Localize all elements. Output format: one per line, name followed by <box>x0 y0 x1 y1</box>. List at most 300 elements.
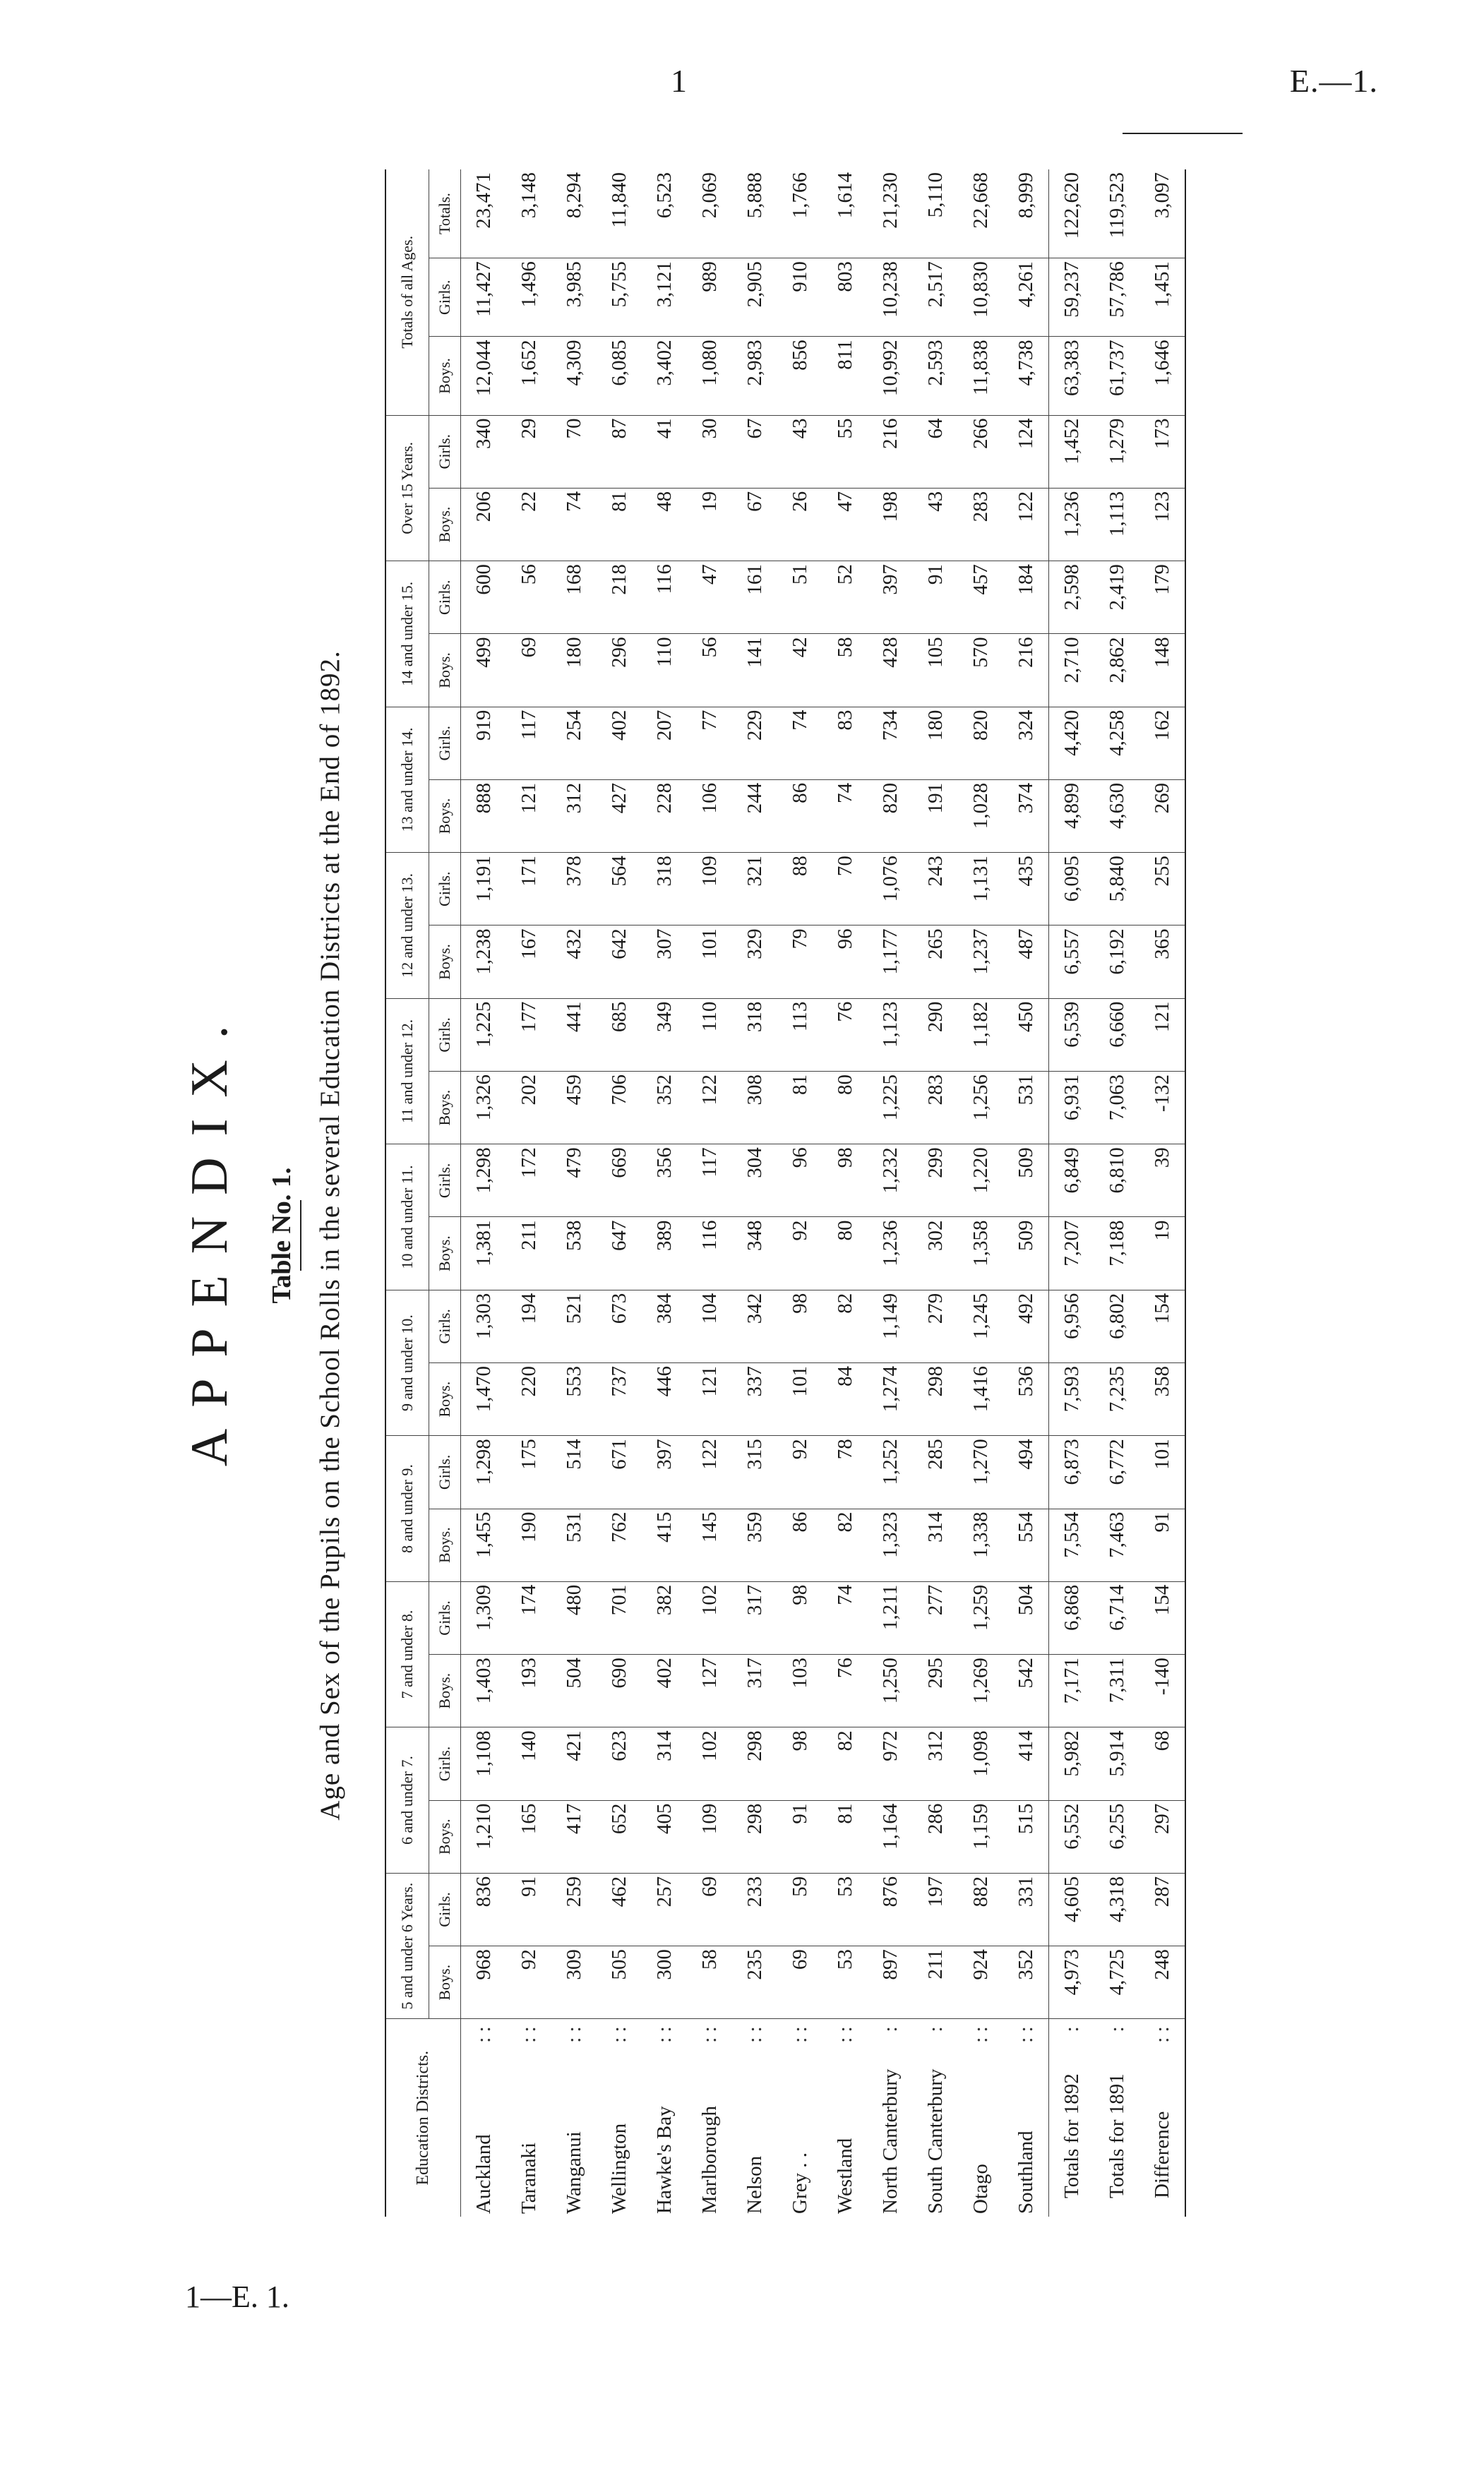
value-cell: 876 <box>868 1873 913 1946</box>
value-cell: 211 <box>913 1946 958 2019</box>
value-cell: 421 <box>551 1727 597 1800</box>
girls-subheader: Girls. <box>429 415 461 488</box>
value-cell: 414 <box>1003 1727 1049 1800</box>
value-cell: 255 <box>1139 853 1185 926</box>
value-cell: 58 <box>822 634 868 707</box>
age-group-header: 12 and under 13. <box>385 853 429 999</box>
value-cell: 1,123 <box>868 998 913 1071</box>
value-cell: 3,121 <box>642 258 687 337</box>
value-cell: 1,098 <box>958 1727 1003 1800</box>
value-cell: 2,598 <box>1049 561 1095 634</box>
value-cell: 6,552 <box>1049 1800 1095 1873</box>
district-row <box>868 169 913 2217</box>
value-cell: 968 <box>461 1946 507 2019</box>
value-cell: 116 <box>687 1217 732 1290</box>
value-cell: 285 <box>913 1436 958 1509</box>
value-cell: 98 <box>777 1581 822 1654</box>
value-cell: 21,230 <box>868 169 913 258</box>
value-cell: 58 <box>687 1946 732 2019</box>
value-cell: 53 <box>822 1873 868 1946</box>
district-name-cell <box>913 2019 958 2217</box>
value-cell: 43 <box>913 488 958 561</box>
value-cell: 202 <box>506 1071 551 1144</box>
value-cell: 1,220 <box>958 1144 1003 1217</box>
value-cell: 191 <box>913 779 958 852</box>
value-cell: 5,982 <box>1049 1727 1095 1800</box>
value-cell: 1,236 <box>1049 488 1095 561</box>
leader-dots: : : <box>1150 2026 1173 2043</box>
value-cell: 77 <box>687 707 732 779</box>
value-cell: 435 <box>1003 853 1049 926</box>
value-cell: 1,236 <box>868 1217 913 1290</box>
value-cell: 98 <box>777 1727 822 1800</box>
value-cell: 352 <box>642 1071 687 1144</box>
boys-subheader: Boys. <box>429 1217 461 1290</box>
value-cell: 737 <box>597 1363 642 1436</box>
value-cell: 1,298 <box>461 1436 507 1509</box>
value-cell: 314 <box>913 1509 958 1581</box>
value-cell: 505 <box>597 1946 642 2019</box>
value-cell: 459 <box>551 1071 597 1144</box>
value-cell: 74 <box>777 707 822 779</box>
value-cell: -132 <box>1139 1071 1185 1144</box>
value-cell: 26 <box>777 488 822 561</box>
value-cell: 312 <box>551 779 597 852</box>
value-cell: 172 <box>506 1144 551 1217</box>
value-cell: 1,381 <box>461 1217 507 1290</box>
value-cell: 122 <box>1003 488 1049 561</box>
value-cell: 179 <box>1139 561 1185 634</box>
value-cell: 2,862 <box>1094 634 1139 707</box>
value-cell: 63,383 <box>1049 337 1095 415</box>
value-cell: 96 <box>777 1144 822 1217</box>
value-cell: 1,149 <box>868 1290 913 1362</box>
value-cell: 148 <box>1139 634 1185 707</box>
value-cell: 3,402 <box>642 337 687 415</box>
value-cell: 3,148 <box>506 169 551 258</box>
value-cell: 4,738 <box>1003 337 1049 415</box>
value-cell: 57,786 <box>1094 258 1139 337</box>
header-rule <box>1123 133 1243 134</box>
value-cell: 685 <box>597 998 642 1071</box>
value-cell: 109 <box>687 853 732 926</box>
value-cell: 1,614 <box>822 169 868 258</box>
value-cell: 331 <box>1003 1873 1049 1946</box>
value-cell: 504 <box>1003 1581 1049 1654</box>
value-cell: 102 <box>687 1727 732 1800</box>
value-cell: 92 <box>506 1946 551 2019</box>
district-name-cell <box>1049 2019 1095 2217</box>
value-cell: 10,992 <box>868 337 913 415</box>
district-name: Wanganui <box>562 2131 585 2214</box>
value-cell: 265 <box>913 926 958 998</box>
value-cell: 3,985 <box>551 258 597 337</box>
value-cell: 6,873 <box>1049 1436 1095 1509</box>
value-cell: 492 <box>1003 1290 1049 1362</box>
district-row <box>822 169 868 2217</box>
value-cell: 480 <box>551 1581 597 1654</box>
district-row <box>597 169 642 2217</box>
value-cell: 82 <box>822 1509 868 1581</box>
value-cell: 348 <box>732 1217 777 1290</box>
value-cell: 1,245 <box>958 1290 1003 1362</box>
value-cell: 206 <box>461 488 507 561</box>
value-cell: 69 <box>687 1873 732 1946</box>
value-cell: 6,802 <box>1094 1290 1139 1362</box>
age-group-header: Totals of all Ages. <box>385 169 429 415</box>
value-cell: 109 <box>687 1800 732 1873</box>
district-name-cell <box>597 2019 642 2217</box>
value-cell: 389 <box>642 1217 687 1290</box>
leader-dots: : : <box>788 2026 811 2043</box>
value-cell: 329 <box>732 926 777 998</box>
value-cell: 542 <box>1003 1655 1049 1727</box>
value-cell: 8,294 <box>551 169 597 258</box>
district-name-cell <box>461 2019 507 2217</box>
value-cell: 86 <box>777 1509 822 1581</box>
value-cell: 154 <box>1139 1581 1185 1654</box>
value-cell: 122,620 <box>1049 169 1095 258</box>
value-cell: 259 <box>551 1873 597 1946</box>
district-row <box>1003 169 1049 2217</box>
value-cell: 509 <box>1003 1144 1049 1217</box>
value-cell: 337 <box>732 1363 777 1436</box>
value-cell: 1,225 <box>461 998 507 1071</box>
girls-subheader: Girls. <box>429 707 461 779</box>
value-cell: 10,830 <box>958 258 1003 337</box>
district-row <box>642 169 687 2217</box>
value-cell: 1,470 <box>461 1363 507 1436</box>
age-group-header: 14 and under 15. <box>385 561 429 707</box>
value-cell: 277 <box>913 1581 958 1654</box>
value-cell: 6,868 <box>1049 1581 1095 1654</box>
district-name: Nelson <box>743 2155 766 2214</box>
value-cell: 22,668 <box>958 169 1003 258</box>
value-cell: 81 <box>777 1071 822 1144</box>
district-name: Auckland <box>472 2134 495 2214</box>
leader-dots: : : <box>472 2026 495 2043</box>
value-cell: 174 <box>506 1581 551 1654</box>
value-cell: 623 <box>597 1727 642 1800</box>
value-cell: 82 <box>822 1290 868 1362</box>
boys-subheader: Boys. <box>429 634 461 707</box>
value-cell: 184 <box>1003 561 1049 634</box>
value-cell: 299 <box>913 1144 958 1217</box>
district-name: Grey . . <box>788 2152 811 2214</box>
value-cell: 101 <box>777 1363 822 1436</box>
age-group-header: 6 and under 7. <box>385 1727 429 1874</box>
value-cell: 96 <box>822 926 868 998</box>
district-name-cell <box>1003 2019 1049 2217</box>
value-cell: 283 <box>958 488 1003 561</box>
value-cell: 5,110 <box>913 169 958 258</box>
value-cell: 48 <box>642 488 687 561</box>
value-cell: 340 <box>461 415 507 488</box>
value-cell: 298 <box>732 1727 777 1800</box>
boys-subheader: Boys. <box>429 1509 461 1581</box>
age-sex-table <box>385 169 1186 2217</box>
value-cell: 29 <box>506 415 551 488</box>
value-cell: 2,905 <box>732 258 777 337</box>
value-cell: 22 <box>506 488 551 561</box>
value-cell: 110 <box>687 998 732 1071</box>
value-cell: 83 <box>822 707 868 779</box>
value-cell: 6,849 <box>1049 1144 1095 1217</box>
leader-dots: : : <box>1014 2026 1037 2043</box>
value-cell: 101 <box>1139 1436 1185 1509</box>
value-cell: 233 <box>732 1873 777 1946</box>
value-cell: 105 <box>913 634 958 707</box>
value-cell: 1,279 <box>1094 415 1139 488</box>
value-cell: 358 <box>1139 1363 1185 1436</box>
value-cell: 207 <box>642 707 687 779</box>
value-cell: 1,452 <box>1049 415 1095 488</box>
value-cell: 4,899 <box>1049 779 1095 852</box>
leader-dots: : <box>1105 2026 1128 2032</box>
value-cell: 564 <box>597 853 642 926</box>
value-cell: 122 <box>687 1436 732 1509</box>
value-cell: 10,238 <box>868 258 913 337</box>
value-cell: 365 <box>1139 926 1185 998</box>
boys-subheader: Boys. <box>429 488 461 561</box>
value-cell: 154 <box>1139 1290 1185 1362</box>
value-cell: 432 <box>551 926 597 998</box>
value-cell: 317 <box>732 1655 777 1727</box>
value-cell: 6,192 <box>1094 926 1139 998</box>
value-cell: 98 <box>777 1290 822 1362</box>
value-cell: 836 <box>461 1873 507 1946</box>
value-cell: 514 <box>551 1436 597 1509</box>
value-cell: 74 <box>822 1581 868 1654</box>
value-cell: 91 <box>913 561 958 634</box>
district-name-cell <box>506 2019 551 2217</box>
value-cell: 538 <box>551 1217 597 1290</box>
value-cell: 1,274 <box>868 1363 913 1436</box>
value-cell: 110 <box>642 634 687 707</box>
value-cell: 4,605 <box>1049 1873 1095 1946</box>
value-cell: 324 <box>1003 707 1049 779</box>
value-cell: 1,298 <box>461 1144 507 1217</box>
value-cell: 397 <box>868 561 913 634</box>
value-cell: 168 <box>551 561 597 634</box>
value-cell: 175 <box>506 1436 551 1509</box>
value-cell: 6,557 <box>1049 926 1095 998</box>
value-cell: 762 <box>597 1509 642 1581</box>
value-cell: 820 <box>868 779 913 852</box>
value-cell: 5,755 <box>597 258 642 337</box>
value-cell: 402 <box>597 707 642 779</box>
value-cell: 1,177 <box>868 926 913 998</box>
value-cell: 972 <box>868 1727 913 1800</box>
district-row <box>687 169 732 2217</box>
value-cell: 283 <box>913 1071 958 1144</box>
value-cell: 3,097 <box>1139 169 1185 258</box>
value-cell: 356 <box>642 1144 687 1217</box>
district-row <box>506 169 551 2217</box>
value-cell: 811 <box>822 337 868 415</box>
value-cell: 1,646 <box>1139 337 1185 415</box>
value-cell: 43 <box>777 415 822 488</box>
value-cell: 61,737 <box>1094 337 1139 415</box>
value-cell: 11,840 <box>597 169 642 258</box>
district-name-cell <box>777 2019 822 2217</box>
value-cell: 2,517 <box>913 258 958 337</box>
value-cell: 47 <box>822 488 868 561</box>
value-cell: 308 <box>732 1071 777 1144</box>
value-cell: 4,261 <box>1003 258 1049 337</box>
leader-dots: : : <box>698 2026 721 2043</box>
table-number: Table No. 1. <box>267 1167 297 1304</box>
value-cell: 80 <box>822 1217 868 1290</box>
district-row <box>551 169 597 2217</box>
leader-dots: : : <box>607 2026 630 2043</box>
value-cell: 4,309 <box>551 337 597 415</box>
value-cell: 1,164 <box>868 1800 913 1873</box>
value-cell: 180 <box>913 707 958 779</box>
value-cell: 1,766 <box>777 169 822 258</box>
value-cell: 1,237 <box>958 926 1003 998</box>
value-cell: 218 <box>597 561 642 634</box>
district-name: Totals for 1892 <box>1060 2073 1083 2198</box>
value-cell: 79 <box>777 926 822 998</box>
value-cell: 553 <box>551 1363 597 1436</box>
title-separator <box>300 1200 301 1271</box>
value-cell: 669 <box>597 1144 642 1217</box>
value-cell: 19 <box>1139 1217 1185 1290</box>
value-cell: 173 <box>1139 415 1185 488</box>
value-cell: 6,660 <box>1094 998 1139 1071</box>
value-cell: 116 <box>642 561 687 634</box>
value-cell: 1,326 <box>461 1071 507 1144</box>
district-name: Difference <box>1150 2111 1173 2198</box>
district-row <box>958 169 1003 2217</box>
table-title: Age and Sex of the Pupils on the School Rolls in the several Education Districts at the End of 1892. <box>315 650 345 1821</box>
totals-row <box>1049 169 1095 2217</box>
district-name-cell <box>958 2019 1003 2217</box>
value-cell: 101 <box>687 926 732 998</box>
value-cell: 6,085 <box>597 337 642 415</box>
value-cell: 1,303 <box>461 1290 507 1362</box>
boys-subheader: Boys. <box>429 1363 461 1436</box>
value-cell: 2,593 <box>913 337 958 415</box>
value-cell: 531 <box>1003 1071 1049 1144</box>
value-cell: 1,182 <box>958 998 1003 1071</box>
value-cell: 286 <box>913 1800 958 1873</box>
value-cell: 190 <box>506 1509 551 1581</box>
value-cell: 2,419 <box>1094 561 1139 634</box>
girls-subheader: Girls. <box>429 1727 461 1800</box>
district-name: Hawke's Bay <box>652 2106 676 2214</box>
value-cell: 1,338 <box>958 1509 1003 1581</box>
value-cell: 98 <box>822 1144 868 1217</box>
value-cell: 7,188 <box>1094 1217 1139 1290</box>
value-cell: 243 <box>913 853 958 926</box>
value-cell: 113 <box>777 998 822 1071</box>
value-cell: 69 <box>777 1946 822 2019</box>
value-cell: 254 <box>551 707 597 779</box>
value-cell: 1,652 <box>506 337 551 415</box>
girls-subheader: Girls. <box>429 998 461 1071</box>
value-cell: 427 <box>597 779 642 852</box>
district-name-cell <box>822 2019 868 2217</box>
value-cell: 55 <box>822 415 868 488</box>
value-cell: 298 <box>913 1363 958 1436</box>
value-cell: 124 <box>1003 415 1049 488</box>
leader-dots: : : <box>969 2026 992 2043</box>
value-cell: 307 <box>642 926 687 998</box>
value-cell: 600 <box>461 561 507 634</box>
value-cell: 23,471 <box>461 169 507 258</box>
value-cell: 70 <box>822 853 868 926</box>
value-cell: 349 <box>642 998 687 1071</box>
boys-subheader: Boys. <box>429 1946 461 2019</box>
value-cell: 304 <box>732 1144 777 1217</box>
value-cell: 6,810 <box>1094 1144 1139 1217</box>
district-name-cell <box>1094 2019 1139 2217</box>
value-cell: 4,725 <box>1094 1946 1139 2019</box>
value-cell: 397 <box>642 1436 687 1509</box>
leader-dots: : : <box>562 2026 585 2043</box>
value-cell: 378 <box>551 853 597 926</box>
value-cell: 690 <box>597 1655 642 1727</box>
value-cell: 59,237 <box>1049 258 1095 337</box>
leader-dots: : <box>1060 2026 1083 2032</box>
boys-subheader: Boys. <box>429 1655 461 1727</box>
leader-dots: : : <box>652 2026 676 2043</box>
district-row <box>732 169 777 2217</box>
value-cell: 318 <box>642 853 687 926</box>
value-cell: 314 <box>642 1727 687 1800</box>
totals-row <box>1139 169 1185 2217</box>
value-cell: 2,069 <box>687 169 732 258</box>
value-cell: 198 <box>868 488 913 561</box>
value-cell: 4,258 <box>1094 707 1139 779</box>
value-cell: 91 <box>506 1873 551 1946</box>
age-group-header: Over 15 Years. <box>385 415 429 561</box>
value-cell: 531 <box>551 1509 597 1581</box>
district-row <box>777 169 822 2217</box>
district-name-cell <box>868 2019 913 2217</box>
value-cell: 1,076 <box>868 853 913 926</box>
district-name-cell <box>551 2019 597 2217</box>
district-name: North Canterbury <box>878 2068 902 2214</box>
girls-subheader: Girls. <box>429 1144 461 1217</box>
girls-subheader: Girls. <box>429 561 461 634</box>
value-cell: 269 <box>1139 779 1185 852</box>
value-cell: 6,095 <box>1049 853 1095 926</box>
value-cell: 1,108 <box>461 1727 507 1800</box>
value-cell: 5,840 <box>1094 853 1139 926</box>
value-cell: 882 <box>958 1873 1003 1946</box>
girls-subheader: Girls. <box>429 1581 461 1654</box>
value-cell: 6,956 <box>1049 1290 1095 1362</box>
value-cell: 1,191 <box>461 853 507 926</box>
value-cell: 1,269 <box>958 1655 1003 1727</box>
value-cell: 82 <box>822 1727 868 1800</box>
boys-subheader: Boys. <box>429 337 461 415</box>
value-cell: 228 <box>642 779 687 852</box>
value-cell: 42 <box>777 634 822 707</box>
value-cell: 2,710 <box>1049 634 1095 707</box>
value-cell: 441 <box>551 998 597 1071</box>
value-cell: 6,539 <box>1049 998 1095 1071</box>
value-cell: 647 <box>597 1217 642 1290</box>
value-cell: 7,171 <box>1049 1655 1095 1727</box>
value-cell: 2,983 <box>732 337 777 415</box>
value-cell: 290 <box>913 998 958 1071</box>
value-cell: 39 <box>1139 1144 1185 1217</box>
value-cell: 162 <box>1139 707 1185 779</box>
